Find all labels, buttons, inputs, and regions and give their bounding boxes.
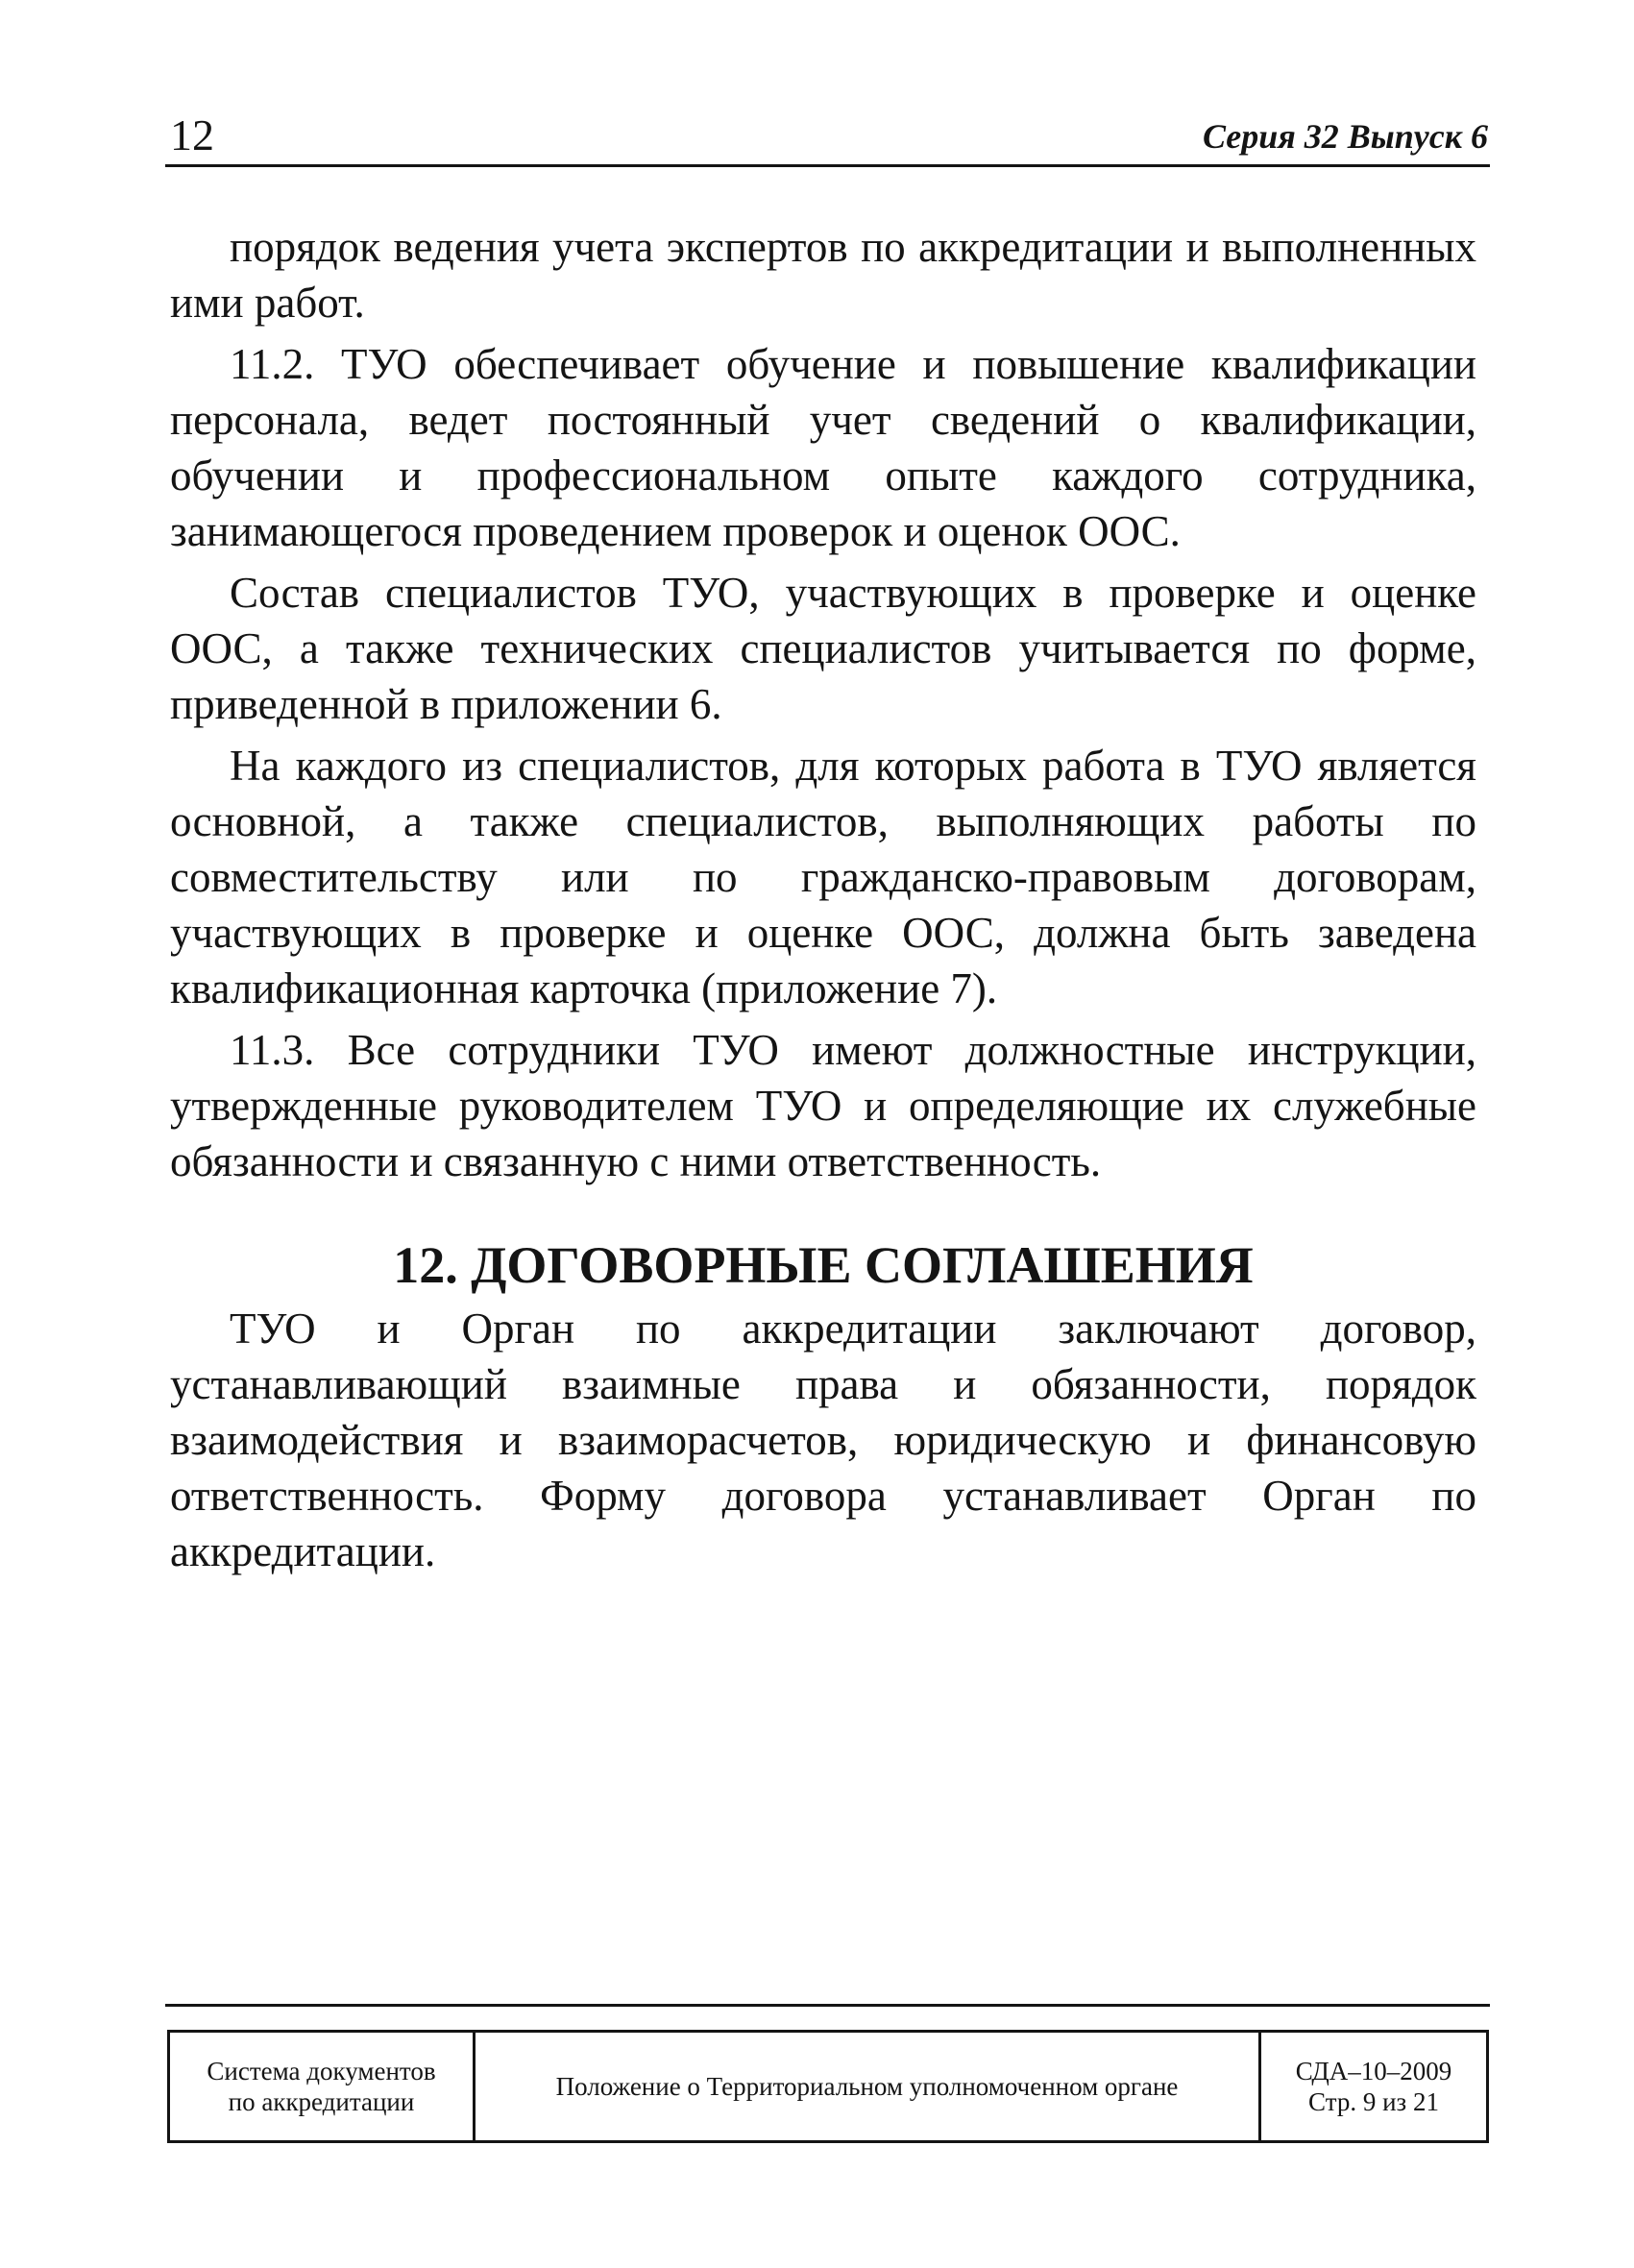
- paragraph-qualification-card: На каждого из специалистов, для которых работа в ТУО является основной, а также специалистов, выполняющих работы по совместительству или по гражданско-правовым договорам, участвующих в проверке и оценке ООС, должна быть заведена квалификационная карточка (приложение 7).: [170, 742, 1476, 1012]
- paragraph-11-3: 11.3. Все сотрудники ТУО имеют должностные инструкции, утвержденные руководителем ТУО и определяющие их служебные обязанности и связанную с ними ответственность.: [170, 1026, 1476, 1185]
- paragraph-11-2: 11.2. ТУО обеспечивает обучение и повышение квалификации персонала, ведет постоянный учет сведений о квалификации, обучении и профессиональном опыте каждого сотрудника, занимающегося проведением проверок и оценок ООС.: [170, 340, 1476, 555]
- paragraph-specialists-composition: Состав специалистов ТУО, участвующих в проверке и оценке ООС, а также технических специалистов учитывается по форме, приведенной в приложении 6.: [170, 569, 1476, 728]
- footer-system-cell: [170, 2033, 476, 2140]
- paragraph-continuation: порядок ведения учета экспертов по аккредитации и выполненных ими работ.: [170, 223, 1476, 327]
- paragraph-contract: ТУО и Орган по аккредитации заключают договор, устанавливающий взаимные права и обязанности, порядок взаимодействия и взаиморасчетов, юридическую и финансовую ответственность. Форму договора устанавливает Орган по аккредитации.: [170, 1305, 1476, 1575]
- footer-system-line1: Система документов: [207, 2057, 436, 2085]
- section-heading: 12. ДОГОВОРНЫЕ СОГЛАШЕНИЯ: [393, 1236, 1254, 1294]
- footer-title-cell: [476, 2033, 1261, 2140]
- footer-code-cell: [1261, 2033, 1486, 2140]
- series-label: Серия 32 Выпуск 6: [1202, 117, 1488, 156]
- footer-table: [167, 2030, 1489, 2143]
- footer-page-info: Стр. 9 из 21: [1308, 2087, 1439, 2116]
- footer-document-title: Положение о Территориальном уполномоченном органе: [555, 2072, 1179, 2101]
- document-body: [170, 219, 1476, 1585]
- page-number: 12: [170, 110, 214, 159]
- footer-doc-code: СДА–10–2009: [1295, 2057, 1452, 2085]
- footer-divider: [165, 2004, 1490, 2007]
- header-divider: [165, 164, 1490, 167]
- footer-system-line2: по аккредитации: [228, 2087, 415, 2116]
